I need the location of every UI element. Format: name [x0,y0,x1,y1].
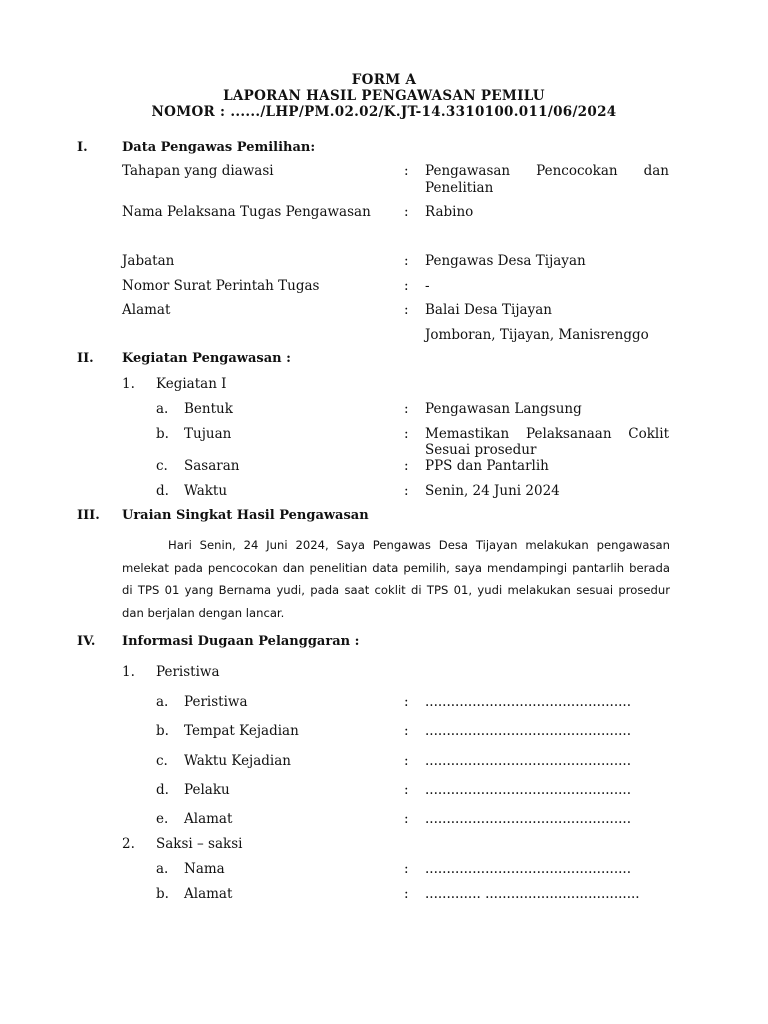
row-label-tahapan: Tahapan yang diawasi [122,163,274,179]
row-label-bentuk: Bentuk [184,401,233,417]
item-label-peristiwa: Peristiwa [156,664,220,680]
row-colon: : [404,886,409,902]
item-label-kegiatan: Kegiatan I [156,376,227,392]
sub-letter: b. [156,723,169,739]
section-2-number: II. [77,351,94,366]
sub-letter: e. [156,811,169,827]
row-colon: : [404,483,409,499]
row-label-peristiwa: Peristiwa [184,694,248,710]
row-label-tujuan: Tujuan [184,426,232,442]
row-value-nomor-surat: - [425,278,430,294]
document-number: NOMOR : ....../LHP/PM.02.02/K.JT-14.3310100.011/06/2024 [151,104,617,120]
row-colon: : [404,204,409,220]
row-value-alamat-saksi-blank: ............. .................................... [425,886,640,902]
row-colon: : [404,302,409,318]
row-value-tujuan-line2: Sesuai prosedur [425,442,537,458]
row-label-sasaran: Sasaran [184,458,240,474]
sub-letter: a. [156,401,169,417]
row-label-nomor-surat: Nomor Surat Perintah Tugas [122,278,320,294]
row-colon: : [404,401,409,417]
sub-letter: b. [156,886,169,902]
row-colon: : [404,723,409,739]
summary-text: Hari Senin, 24 Juni 2024, Saya Pengawas Desa Tijayan melakukan pengawasan melekat pada pencocokan dan penelitian data pemilih, saya mendampingi pantarlih berada di TPS 01 yang Bernama yudi, pada saat coklit di TPS 01, yudi melakukan sesuai prosedur dan berjalan dengan lancar. [122,538,670,620]
row-value-tujuan-line1: Memastikan Pelaksanaan Coklit [425,426,669,442]
row-value-waktu-kejadian-blank: ................................................ [425,753,631,769]
section-1-number: I. [77,140,88,155]
row-colon: : [404,458,409,474]
row-colon: : [404,163,409,179]
sub-letter: a. [156,861,169,877]
item-number: 1. [122,664,135,680]
row-label-waktu-kejadian: Waktu Kejadian [184,753,291,769]
section-3-number: III. [77,508,100,523]
row-label-jabatan: Jabatan [122,253,175,269]
row-colon: : [404,861,409,877]
row-colon: : [404,811,409,827]
form-label: FORM A [351,72,417,88]
section-1-title: Data Pengawas Pemilihan: [122,140,316,155]
row-value-tempat-kejadian-blank: ................................................ [425,723,631,739]
row-label-nama-pelaksana: Nama Pelaksana Tugas Pengawasan [122,204,371,220]
row-label-tempat-kejadian: Tempat Kejadian [184,723,299,739]
row-value-jabatan: Pengawas Desa Tijayan [425,253,586,269]
section-3-title: Uraian Singkat Hasil Pengawasan [122,508,369,523]
sub-letter: a. [156,694,169,710]
row-value-tahapan-line1: Pengawasan Pencocokan dan [425,163,669,179]
row-colon: : [404,753,409,769]
row-value-alamat-line2: Jomboran, Tijayan, Manisrenggo [425,327,649,343]
row-value-pelaku-blank: ................................................ [425,782,631,798]
row-value-waktu: Senin, 24 Juni 2024 [425,483,560,499]
row-colon: : [404,694,409,710]
row-value-nama-pelaksana: Rabino [425,204,474,220]
item-number: 2. [122,836,135,852]
row-label-alamat-saksi: Alamat [184,886,233,902]
row-label-nama-saksi: Nama [184,861,225,877]
row-value-tahapan-line2: Penelitian [425,180,494,196]
sub-letter: b. [156,426,169,442]
row-label-pelaku: Pelaku [184,782,230,798]
row-colon: : [404,278,409,294]
row-value-alamat-line1: Balai Desa Tijayan [425,302,552,318]
row-label-alamat-peristiwa: Alamat [184,811,233,827]
row-value-nama-saksi-blank: ................................................ [425,861,631,877]
summary-paragraph [122,534,670,624]
row-colon: : [404,253,409,269]
item-number: 1. [122,376,135,392]
section-2-title: Kegiatan Pengawasan : [122,351,291,366]
section-4-title: Informasi Dugaan Pelanggaran : [122,634,360,649]
row-label-waktu: Waktu [184,483,228,499]
row-value-alamat-peristiwa-blank: ................................................ [425,811,631,827]
row-value-sasaran: PPS dan Pantarlih [425,458,549,474]
row-colon: : [404,426,409,442]
document-title: LAPORAN HASIL PENGAWASAN PEMILU [223,88,545,104]
row-value-peristiwa-blank: ................................................ [425,694,631,710]
row-value-bentuk: Pengawasan Langsung [425,401,582,417]
sub-letter: d. [156,782,169,798]
row-colon: : [404,782,409,798]
sub-letter: c. [156,753,168,769]
row-label-alamat: Alamat [122,302,171,318]
sub-letter: c. [156,458,168,474]
section-4-number: IV. [77,634,96,649]
sub-letter: d. [156,483,169,499]
item-label-saksi: Saksi – saksi [156,836,243,852]
